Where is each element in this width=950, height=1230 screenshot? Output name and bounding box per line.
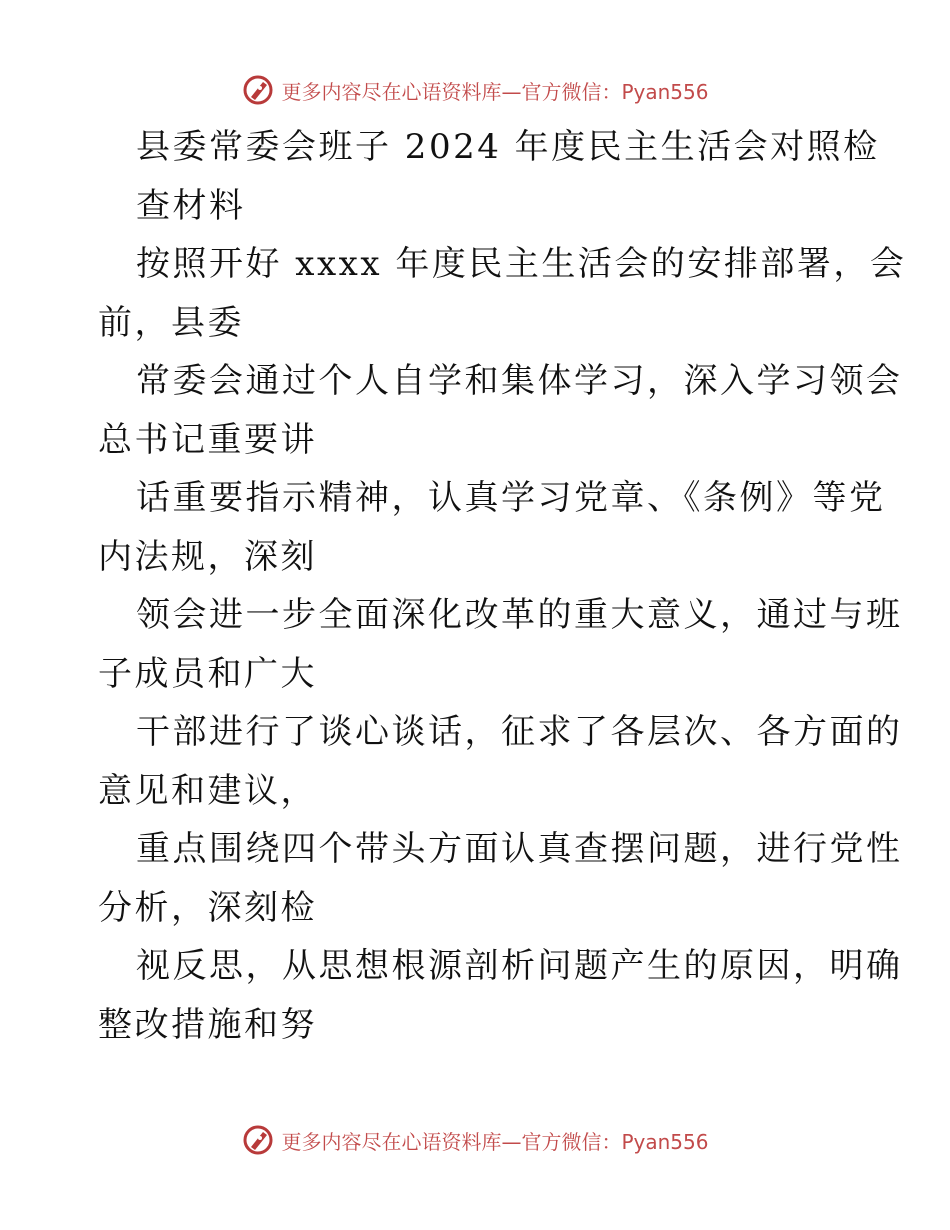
text-line: 话重要指示精神，认真学习党章、《条例》等党 [136, 478, 886, 518]
pen-nib-seal-icon [241, 73, 275, 107]
pen-nib-seal-icon [241, 1123, 275, 1157]
text-line: 内法规，深刻 [98, 536, 317, 577]
text-line: 视反思，从思想根源剖析问题产生的原因，明确 [136, 946, 903, 986]
footer-watermark [0, 1120, 950, 1160]
text-line: 子成员和广大 [98, 653, 317, 694]
watermark-text: 更多内容尽在心语资料库—官方微信：Pyan556 [281, 1129, 709, 1154]
text-line: 干部进行了谈心谈话，征求了各层次、各方面的 [136, 712, 903, 752]
text-line: 按照开好 xxxx 年度民主生活会的安排部署，会 [136, 244, 907, 284]
text-line: 意见和建议， [98, 770, 317, 811]
text-line: 分析，深刻检 [98, 887, 317, 928]
text-line: 常委会通过个人自学和集体学习，深入学习领会 [136, 361, 903, 401]
watermark-text: 更多内容尽在心语资料库—官方微信：Pyan556 [281, 79, 709, 104]
text-line: 查材料 [136, 185, 246, 226]
text-line: 整改措施和努 [98, 1004, 317, 1045]
text-line: 县委常委会班子 2024 年度民主生活会对照检 [136, 127, 880, 167]
text-line: 总书记重要讲 [98, 419, 317, 460]
text-line: 前，县委 [98, 302, 244, 343]
text-line: 重点围绕四个带头方面认真查摆问题，进行党性 [136, 829, 903, 869]
document-body [98, 118, 907, 1054]
text-line: 领会进一步全面深化改革的重大意义，通过与班 [136, 595, 903, 635]
header-watermark [0, 70, 950, 110]
